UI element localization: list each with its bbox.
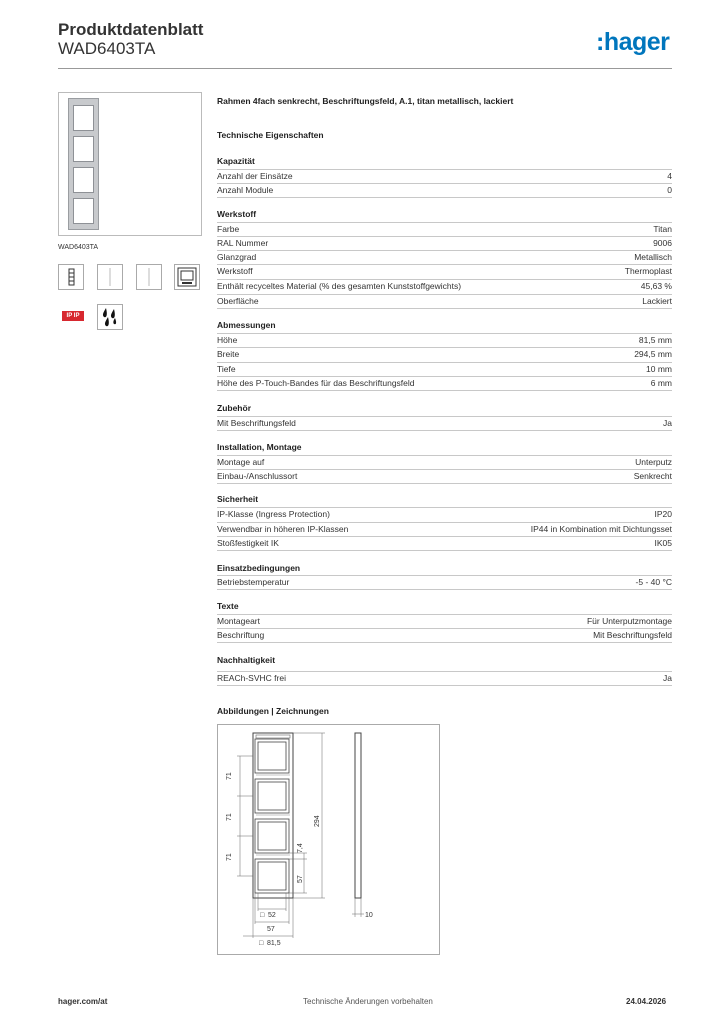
dim-width: 57 xyxy=(267,926,275,933)
table-row: Betriebstemperatur -5 - 40 °C xyxy=(217,575,672,590)
table-row: Anzahl Module 0 xyxy=(217,183,672,198)
dim-inner-height: 57 xyxy=(297,875,304,883)
table-row: Höhe des P-Touch-Bandes für das Beschriftungsfeld 6 mm xyxy=(217,376,672,391)
document-title: Produktdatenblatt xyxy=(58,20,204,39)
footer-date: 24.04.2026 xyxy=(626,997,667,1006)
section-title-kapazitaet: Kapazität xyxy=(217,156,255,166)
vertical-frame-icon xyxy=(58,264,84,290)
table-row: Oberfläche Lackiert xyxy=(217,294,672,309)
table-row: REACh-SVHC frei Ja xyxy=(217,671,672,686)
footer-website-link[interactable]: hager.com/at xyxy=(58,997,108,1006)
header-divider xyxy=(58,68,672,69)
table-row: Montageart Für Unterputzmontage xyxy=(217,616,672,626)
svg-text:□: □ xyxy=(260,912,265,919)
hager-logo[interactable]: :hager xyxy=(596,28,670,56)
dim-gap: 7,4 xyxy=(297,843,304,853)
table-row: Breite 294,5 mm xyxy=(217,349,672,359)
frame-illustration xyxy=(68,98,99,230)
ip-rating-icon: IP IP xyxy=(62,311,84,321)
table-row: RAL Nummer 9006 xyxy=(217,238,672,248)
mounting-line-icon xyxy=(97,264,123,290)
section-title-werkstoff: Werkstoff xyxy=(217,209,257,219)
dim-inner-width: 52 xyxy=(268,912,276,919)
dim-height: 294 xyxy=(314,815,321,827)
label-field-icon xyxy=(174,264,200,290)
product-description: Rahmen 4fach senkrecht, Beschriftungsfeld, A.1, titan metallisch, lackiert xyxy=(217,96,514,106)
water-drops-icon xyxy=(97,304,123,330)
table-row: Mit Beschriftungsfeld Ja xyxy=(217,416,672,431)
table-row: Montage auf Unterputz xyxy=(217,457,672,467)
dim-pitch-3: 71 xyxy=(226,853,233,861)
svg-text:□: □ xyxy=(259,940,264,947)
table-row: Tiefe 10 mm xyxy=(217,364,672,374)
footer-disclaimer: Technische Änderungen vorbehalten xyxy=(303,997,433,1006)
table-row: Stoßfestigkeit IK IK05 xyxy=(217,536,672,551)
table-row: Werkstoff Thermoplast xyxy=(217,266,672,276)
section-title-abmessungen: Abmessungen xyxy=(217,320,276,330)
section-title-einsatzbedingungen: Einsatzbedingungen xyxy=(217,563,301,573)
table-row: Beschriftung Mit Beschriftungsfeld xyxy=(217,628,672,643)
section-title-nachhaltigkeit: Nachhaltigkeit xyxy=(217,655,276,665)
dim-outer: 81,5 xyxy=(267,940,281,947)
table-row: Verwendbar in höheren IP-Klassen IP44 in Kombination mit Dichtungsset xyxy=(217,524,672,534)
product-code: WAD6403TA xyxy=(58,39,156,58)
product-image xyxy=(58,92,202,236)
section-title-installation: Installation, Montage xyxy=(217,442,302,452)
dim-depth: 10 xyxy=(365,912,373,919)
technical-drawing xyxy=(217,724,440,955)
table-row: Glanzgrad Metallisch xyxy=(217,252,672,262)
table-row: Enthält recyceltes Material (% des gesamten Kunststoffgewichts) 45,63 % xyxy=(217,281,672,291)
dim-pitch-2: 71 xyxy=(226,813,233,821)
table-row: Einbau-/Anschlussort Senkrecht xyxy=(217,469,672,484)
section-title-sicherheit: Sicherheit xyxy=(217,494,259,504)
section-title-zubehoer: Zubehör xyxy=(217,403,251,413)
depth-line-icon xyxy=(136,264,162,290)
table-row: Höhe 81,5 mm xyxy=(217,335,672,345)
drawings-title: Abbildungen | Zeichnungen xyxy=(217,706,329,716)
section-title-texte: Texte xyxy=(217,601,239,611)
image-caption: WAD6403TA xyxy=(58,244,99,251)
table-row: IP-Klasse (Ingress Protection) IP20 xyxy=(217,509,672,519)
table-row: Farbe Titan xyxy=(217,224,672,234)
tech-properties-title: Technische Eigenschaften xyxy=(217,130,324,140)
table-row: Anzahl der Einsätze 4 xyxy=(217,171,672,181)
dim-pitch-1: 71 xyxy=(226,772,233,780)
